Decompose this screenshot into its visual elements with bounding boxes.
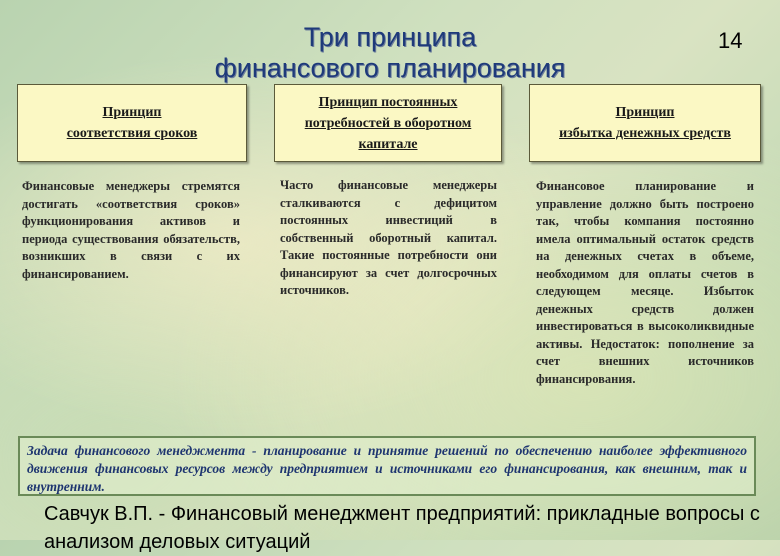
principle-heading-terms: Принцип соответствия сроков [66, 105, 198, 141]
task-statement: Задача финансового менеджмента - планирование и принятие решений по обеспечению наиболее эффективного движения финансовых ресурсов между предприятием и источниками его финансирования, как внешним, так и внутренним. [18, 436, 756, 496]
principle-text-terms: Финансовые менеджеры стремятся достигать «соответствия сроков» функционирования активов и периода существования обязательств, возникших в связи с их финансированием. [22, 179, 240, 281]
principle-box-working-capital [274, 84, 502, 162]
slide-title-line1: Три принципа [303, 22, 477, 52]
source-citation: Савчук В.П. - Финансовый менеджмент предприятий: прикладные вопросы с анализом деловых ситуаций [44, 503, 760, 553]
principle-text-working-capital: Часто финансовые менеджеры сталкиваются с дефицитом постоянных инвестиций в собственный оборотный капитал. Такие постоянные потребности они финансируют за счет долгосрочных источников. [280, 178, 497, 297]
principle-text-cash-surplus: Финансовое планирование и управление должно быть построено так, чтобы компания постоянно имела оптимальный остаток средств на денежных счетах в объеме, необходимом для оплаты счетов в следующем месяце. Избыток денежных средств должен инвестироваться в высоколиквидные активы. Недостаток: пополнение за счет внешних источников финансирования. [536, 179, 754, 386]
slide-title [0, 22, 780, 84]
principle-box-cash-surplus [529, 84, 761, 162]
principle-box-terms [17, 84, 247, 162]
principle-heading-cash-surplus: Принцип избытка денежных средств [559, 105, 731, 141]
page-number: 14 [718, 28, 743, 53]
slide-title-line2: финансового планирования [214, 53, 566, 83]
principle-heading-working-capital: Принцип постоянных потребностей в оборотном капитале [304, 94, 472, 152]
